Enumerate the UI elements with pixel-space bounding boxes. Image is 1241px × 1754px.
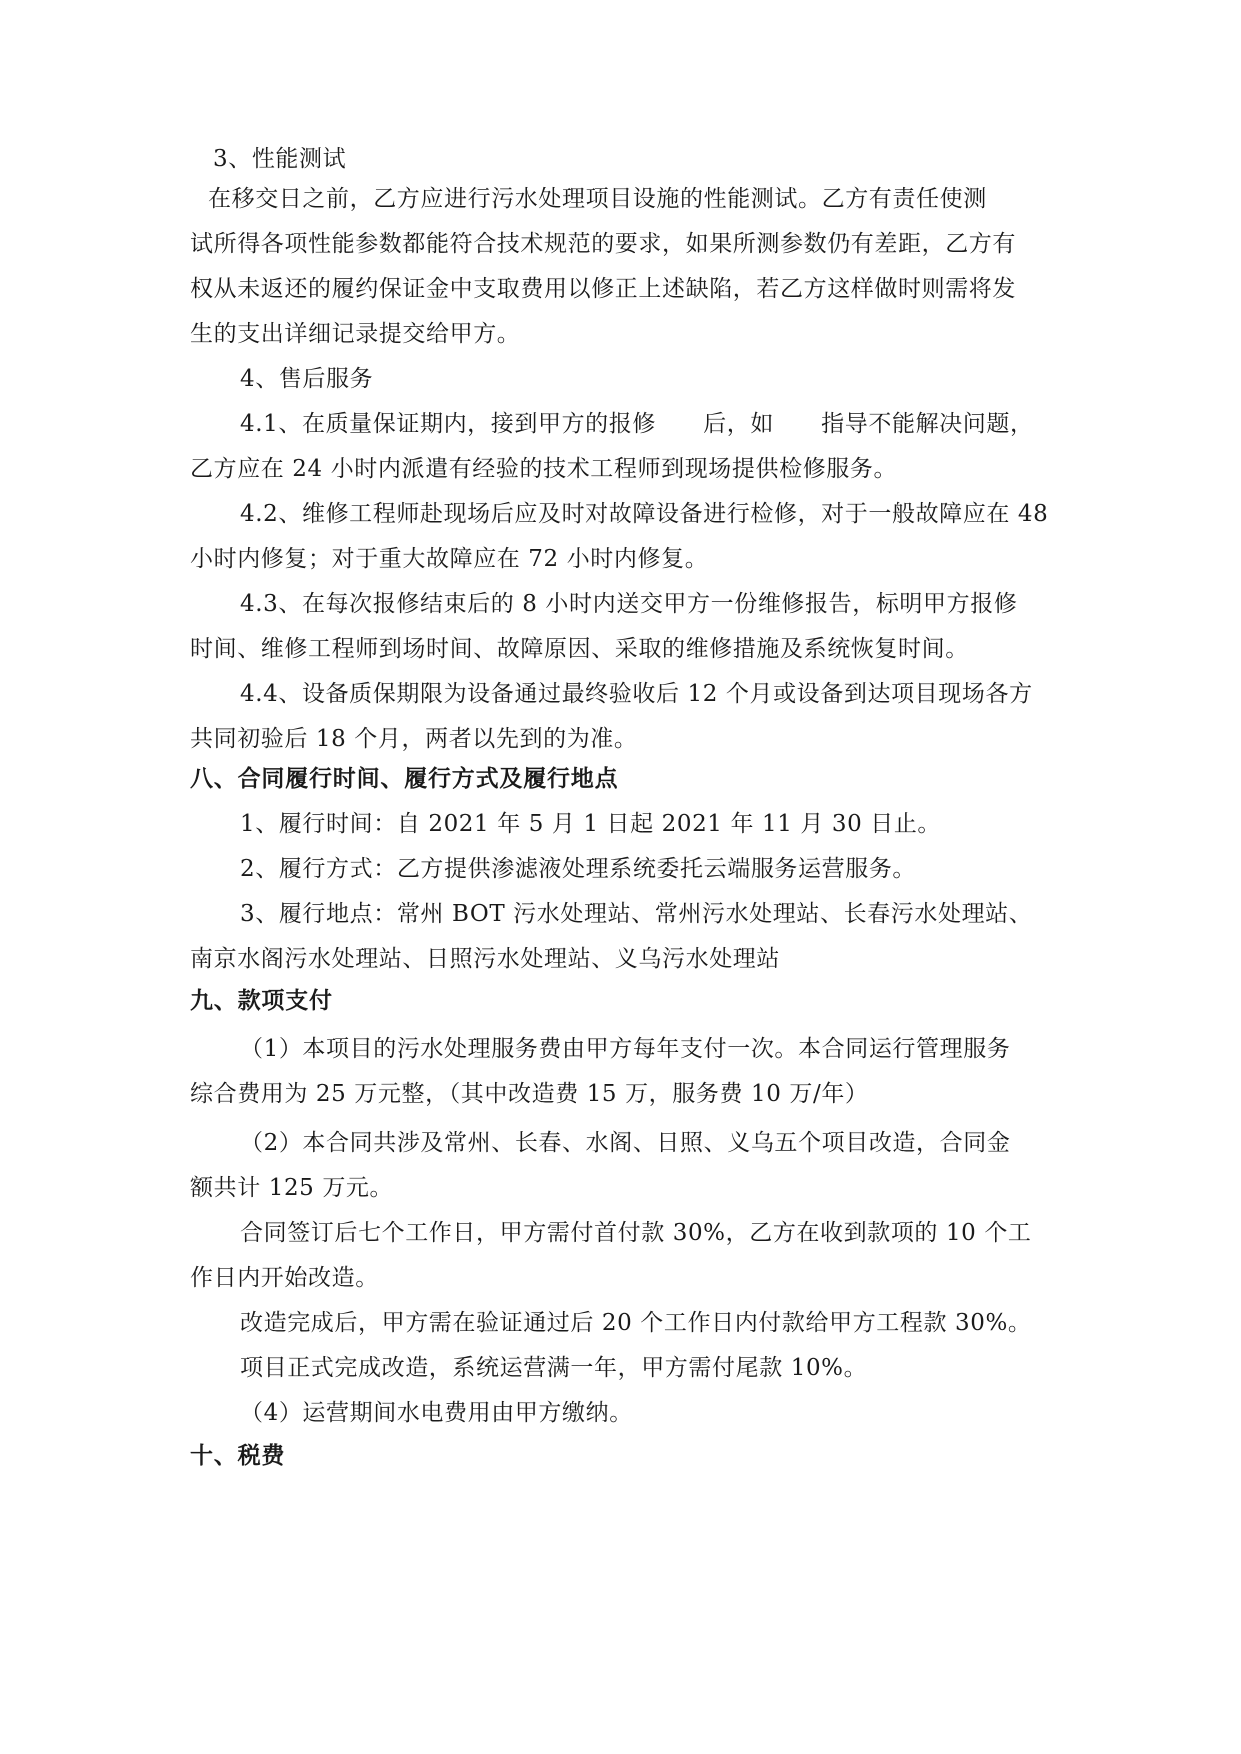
paragraph-line: 在移交日之前，乙方应进行污水处理项目设施的性能测试。乙方有责任使测: [208, 186, 987, 212]
section-heading-payment: 九、款项支付: [190, 988, 333, 1014]
paragraph-line: 乙方应在 24 小时内派遣有经验的技术工程师到现场提供检修服务。: [190, 456, 898, 482]
paragraph-line: （2）本合同共涉及常州、长春、水阁、日照、义乌五个项目改造，合同金: [240, 1130, 1011, 1156]
paragraph-line: 4.1、在质量保证期内，接到甲方的报修 后，如 指导不能解决问题，: [240, 411, 1034, 437]
paragraph-line: （4）运营期间水电费用由甲方缴纳。: [240, 1400, 633, 1426]
paragraph-line: （1）本项目的污水处理服务费由甲方每年支付一次。本合同运行管理服务: [240, 1036, 1011, 1062]
paragraph-line: 小时内修复；对于重大故障应在 72 小时内修复。: [190, 546, 709, 572]
section-heading-performance-time: 八、合同履行时间、履行方式及履行地点: [190, 766, 619, 792]
paragraph-line: 共同初验后 18 个月，两者以先到的为准。: [190, 726, 638, 752]
paragraph-line: 改造完成后，甲方需在验证通过后 20 个工作日内付款给甲方工程款 30%。: [240, 1310, 1032, 1336]
paragraph-line: 作日内开始改造。: [190, 1265, 379, 1291]
paragraph-line: 权从未返还的履约保证金中支取费用以修正上述缺陷，若乙方这样做时则需将发: [190, 276, 1016, 302]
paragraph-line: 4.3、在每次报修结束后的 8 小时内送交甲方一份维修报告，标明甲方报修: [240, 591, 1018, 617]
section-heading-taxes: 十、税费: [190, 1443, 286, 1469]
paragraph-line: 4.4、设备质保期限为设备通过最终验收后 12 个月或设备到达项目现场各方: [240, 681, 1033, 707]
paragraph-line: 试所得各项性能参数都能符合技术规范的要求，如果所测参数仍有差距，乙方有: [190, 231, 1016, 257]
paragraph-line: 项目正式完成改造，系统运营满一年，甲方需付尾款 10%。: [240, 1355, 868, 1381]
paragraph-line: 4.2、维修工程师赴现场后应及时对故障设备进行检修，对于一般故障应在 48: [240, 501, 1049, 527]
section-heading-performance-test: 3、性能测试: [213, 146, 347, 172]
paragraph-line: 额共计 125 万元。: [190, 1175, 394, 1201]
paragraph-line: 综合费用为 25 万元整，（其中改造费 15 万，服务费 10 万/年）: [190, 1081, 869, 1107]
paragraph-line: 2、履行方式：乙方提供渗滤液处理系统委托云端服务运营服务。: [240, 856, 917, 882]
paragraph-line: 时间、维修工程师到场时间、故障原因、采取的维修措施及系统恢复时间。: [190, 636, 969, 662]
paragraph-line: 合同签订后七个工作日，甲方需付首付款 30%，乙方在收到款项的 10 个工: [240, 1220, 1032, 1246]
paragraph-line: 生的支出详细记录提交给甲方。: [190, 321, 521, 347]
paragraph-line: 南京水阁污水处理站、日照污水处理站、义乌污水处理站: [190, 946, 780, 972]
paragraph-line: 1、履行时间：自 2021 年 5 月 1 日起 2021 年 11 月 30 日止。: [240, 811, 942, 837]
paragraph-line: 3、履行地点：常州 BOT 污水处理站、常州污水处理站、长春污水处理站、: [240, 901, 1033, 927]
section-heading-after-sales: 4、售后服务: [240, 366, 374, 392]
